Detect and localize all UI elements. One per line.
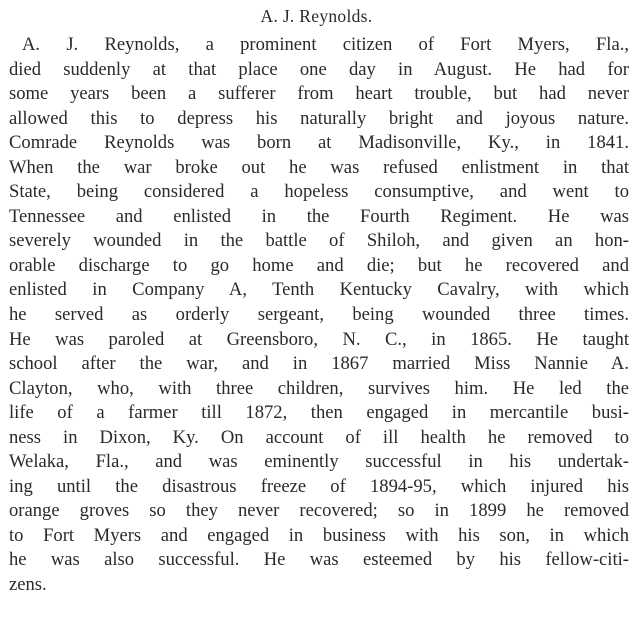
text-line: orable discharge to go home and die; but he recovered and: [9, 254, 629, 276]
article-title: A. J. Reynolds.: [260, 6, 373, 26]
text-line: school after the war, and in 1867 married Miss Nannie A.: [9, 353, 629, 375]
text-line: He was paroled at Greensboro, N. C., in 1865. He taught: [9, 328, 629, 350]
article-body: [9, 33, 629, 598]
text-line: Clayton, who, with three children, survives him. He led the: [9, 377, 629, 399]
text-line: zens.: [9, 574, 47, 596]
text-line: allowed this to depress his naturally bright and joyous nature.: [9, 107, 629, 129]
text-line: enlisted in Company A, Tenth Kentucky Cavalry, with which: [9, 279, 629, 301]
text-line: ing until the disastrous freeze of 1894-95, which injured his: [9, 475, 629, 497]
text-line: he served as orderly sergeant, being wounded three times.: [9, 304, 629, 326]
text-line: to Fort Myers and engaged in business with his son, in which: [9, 524, 629, 546]
text-line: ness in Dixon, Ky. On account of ill health he removed to: [9, 426, 629, 448]
text-line: some years been a sufferer from heart trouble, but had never: [9, 83, 629, 105]
text-line: A. J. Reynolds, a prominent citizen of Fort Myers, Fla.,: [22, 34, 629, 55]
text-line: State, being considered a hopeless consumptive, and went to: [9, 181, 629, 203]
text-line: he was also successful. He was esteemed by his fellow-citi-: [9, 549, 629, 571]
text-line: severely wounded in the battle of Shiloh, and given an hon-: [9, 230, 629, 252]
text-line: life of a farmer till 1872, then engaged in mercantile busi-: [9, 402, 629, 424]
text-line: Comrade Reynolds was born at Madisonville, Ky., in 1841.: [9, 132, 629, 154]
text-line: died suddenly at that place one day in August. He had for: [9, 58, 629, 80]
text-line: Tennessee and enlisted in the Fourth Regiment. He was: [9, 205, 629, 227]
text-line: When the war broke out he was refused enlistment in that: [9, 156, 629, 178]
text-line: orange groves so they never recovered; so in 1899 he removed: [9, 500, 629, 522]
text-line: Welaka, Fla., and was eminently successful in his undertak-: [9, 451, 629, 473]
